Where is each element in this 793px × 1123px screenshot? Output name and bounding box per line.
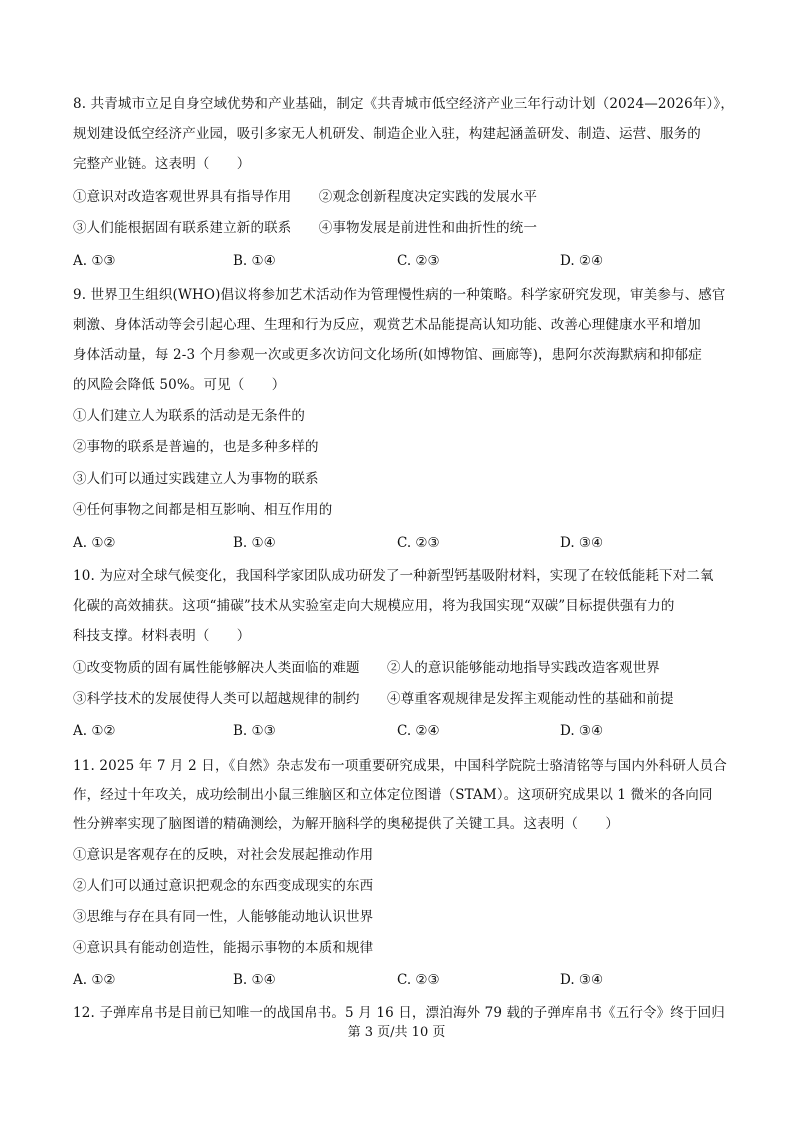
q11-stem-line-3: 性分辨率实现了脑图谱的精确测绘，为解开脑科学的奥秘提供了关键工具。这表明（ ） [73, 816, 619, 832]
q8-option-b[interactable]: B. ①④ [233, 253, 276, 269]
q8-option-a[interactable]: A. ①③ [73, 253, 116, 269]
q8-option-c[interactable]: C. ②③ [397, 253, 440, 269]
q9-stem-line-4: 的风险会降低 50%。可见（ ） [73, 377, 286, 393]
q11-stem-line-2: 作，经过十年攻关，成功绘制出小鼠三维脑区和立体定位图谱（STAM）。这项研究成果以 1 微米的各向同 [73, 787, 713, 803]
q9-option-c[interactable]: C. ②③ [397, 535, 440, 551]
q11-option-d[interactable]: D. ③④ [560, 972, 604, 988]
q12-stem-line-1: 12. 子弹库帛书是目前已知唯一的战国帛书。5 月 16 日，漂泊海外 79 载的子弹库帛书《五行令》终于回归 [73, 1005, 725, 1021]
q8-stem-line-2: 规划建设低空经济产业园，吸引多家无人机研发、制造企业入驻，构建起涵盖研发、制造、运营、服务的 [73, 126, 701, 142]
q10-stem-line-2: 化碳的高效捕获。这项“捕碳”技术从实验室走向大规模应用，将为我国实现“双碳”目标提供强有力的 [73, 598, 675, 614]
q9-option-b[interactable]: B. ①④ [233, 535, 276, 551]
q9-stem-line-3: 身体活动量，每 2-3 个月参观一次或更多次访问文化场所(如博物馆、画廊等)，患阿尔茨海默病和抑郁症 [73, 347, 702, 363]
q10-statement-row-2: ③科学技术的发展使得人类可以超越规律的制约 ④尊重客观规律是发挥主观能动性的基础和前提 [73, 691, 674, 707]
q9-statement-4: ④任何事物之间都是相互影响、相互作用的 [73, 502, 333, 518]
q11-statement-2: ②人们可以通过意识把观念的东西变成现实的东西 [73, 878, 374, 894]
q10-stem-line-1: 10. 为应对全球气候变化，我国科学家团队成功研发了一种新型钙基吸附材料，实现了在较低能耗下对二氧 [73, 568, 714, 584]
q11-option-a[interactable]: A. ①② [73, 972, 116, 988]
q11-stem-line-1: 11. 2025 年 7 月 2 日，《自然》杂志发布一项重要研究成果，中国科学院院士骆清铭等与国内外科研人员合 [73, 758, 727, 774]
q8-stem-line-1: 8. 共青城市立足自身空域优势和产业基础，制定《共青城市低空经济产业三年行动计划（2024—2026年）》， [73, 96, 734, 112]
q9-option-a[interactable]: A. ①② [73, 535, 116, 551]
q9-statement-3: ③人们可以通过实践建立人为事物的联系 [73, 471, 319, 487]
q9-statement-2: ②事物的联系是普遍的，也是多种多样的 [73, 439, 319, 455]
q11-statement-1: ①意识是客观存在的反映，对社会发展起推动作用 [73, 847, 374, 863]
q10-stem-line-3: 科技支撑。材料表明（ ） [73, 628, 251, 644]
q11-statement-3: ③思维与存在具有同一性，人能够能动地认识世界 [73, 909, 374, 925]
q11-option-b[interactable]: B. ①④ [233, 972, 276, 988]
q8-statement-row-1: ①意识对改造客观世界具有指导作用 ②观念创新程度决定实践的发展水平 [73, 189, 538, 205]
q9-statement-1: ①人们建立人为联系的活动是无条件的 [73, 408, 306, 424]
q11-option-c[interactable]: C. ②③ [397, 972, 440, 988]
q8-statement-row-2: ③人们能根据固有联系建立新的联系 ④事物发展是前进性和曲折性的统一 [73, 220, 538, 236]
q9-stem-line-2: 刺激、身体活动等会引起心理、生理和行为反应，观赏艺术品能提高认知功能、改善心理健康水平和增加 [73, 317, 701, 333]
q10-statement-row-1: ①改变物质的固有属性能够解决人类面临的难题 ②人的意识能够能动地指导实践改造客观世界 [73, 660, 660, 676]
page-number-footer: 第 3 页/共 10 页 [347, 1025, 446, 1040]
q10-option-c[interactable]: C. ②④ [397, 723, 440, 739]
q10-option-b[interactable]: B. ①③ [233, 723, 276, 739]
q8-option-d[interactable]: D. ②④ [560, 253, 604, 269]
q11-statement-4: ④意识具有能动创造性，能揭示事物的本质和规律 [73, 940, 374, 956]
q10-option-a[interactable]: A. ①② [73, 723, 116, 739]
q9-option-d[interactable]: D. ③④ [560, 535, 604, 551]
q9-stem-line-1: 9. 世界卫生组织(WHO)倡议将参加艺术活动作为管理慢性病的一种策略。科学家研究发现，审美参与、感官 [73, 287, 726, 303]
q8-stem-line-3: 完整产业链。这表明（ ） [73, 156, 251, 172]
q10-option-d[interactable]: D. ③④ [560, 723, 604, 739]
